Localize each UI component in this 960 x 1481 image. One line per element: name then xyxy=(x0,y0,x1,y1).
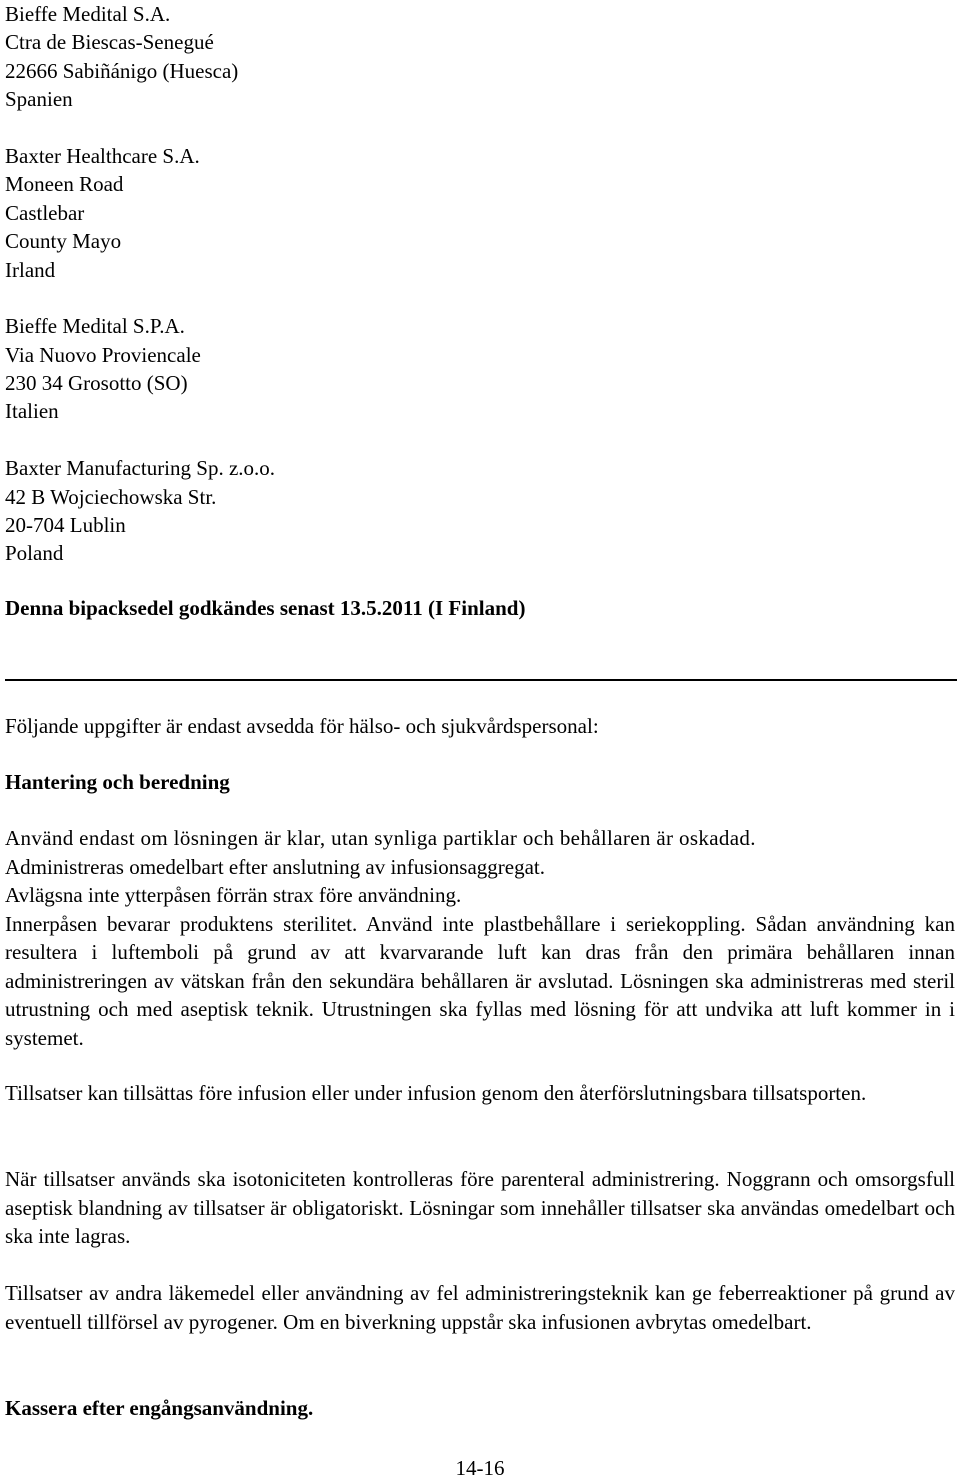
spacer xyxy=(5,114,955,142)
address-line: Castlebar xyxy=(5,200,85,225)
additives-paragraph xyxy=(5,1165,955,1251)
address-line: Ctra de Biescas-Senegué xyxy=(5,30,214,55)
address-line: 230 34 Grosotto (SO) xyxy=(5,371,188,396)
professional-note: Följande uppgifter är endast avsedda för hälso- och sjukvårdspersonal: xyxy=(5,714,599,738)
address-line: Via Nuovo Proviencale xyxy=(5,342,201,367)
address-line: Irland xyxy=(5,257,56,282)
address-line: Poland xyxy=(5,541,64,566)
spacer xyxy=(5,426,955,454)
address-line: Bieffe Medital S.P.A. xyxy=(5,314,185,339)
address-line: Moneen Road xyxy=(5,172,124,197)
address-line: Italien xyxy=(5,399,59,424)
page-number: 14-16 xyxy=(455,1456,505,1480)
additives-paragraph xyxy=(5,1079,955,1108)
discard-notice: Kassera efter engångsanvändning. xyxy=(5,1396,314,1420)
handling-line: Använd endast om lösningen är klar, utan synliga partiklar och behållaren är oskadad. xyxy=(5,826,756,850)
address-line: Bieffe Medital S.A. xyxy=(5,2,171,26)
handling-paragraph: Innerpåsen bevarar produktens sterilitet. Använd inte plastbehållare i seriekoppling. Sådan användning kan resultera i luftemboli på grund av att kvarvarande luft kan dras från den primära behållaren innan administreringen av vätskan från den sekundära behållaren är avslutad. Lösningen ska administreras med steril utrustning och med aseptisk teknik. Utrustningen ska fyllas med lösning för att undvika att luft kommer in i systemet. xyxy=(5,911,955,1050)
address-line: Spanien xyxy=(5,87,73,112)
leaflet-page xyxy=(5,0,955,1480)
handling-line: Administreras omedelbart efter anslutning av infusionsaggregat. xyxy=(5,854,546,879)
paragraph-text: När tillsatser används ska isotoniciteten kontrolleras före parenteral administrering. Noggrann och omsorgsfull aseptisk blandning av tillsatser är obligatoriskt. Lösningar som innehåller tillsatser ska användas omedelbart och ska inte lagras. xyxy=(5,1167,955,1248)
additives-paragraph xyxy=(5,1279,955,1336)
paragraph-text: Tillsatser av andra läkemedel eller användning av fel administreringsteknik kan ge feberreaktioner på grund av eventuell tillförsel av pyrogener. Om en biverkning uppstår ska infusionen avbrytas omedelbart. xyxy=(5,1281,955,1334)
address-line: Baxter Healthcare S.A. xyxy=(5,143,200,168)
paragraph-text: Tillsatser kan tillsättas före infusion eller under infusion genom den återförslutningsbara tillsatsporten. xyxy=(5,1081,867,1105)
address-line: 42 B Wojciechowska Str. xyxy=(5,484,217,509)
horizontal-rule xyxy=(5,679,957,681)
address-line: 20-704 Lublin xyxy=(5,513,126,538)
address-line: County Mayo xyxy=(5,229,122,254)
address-line: 22666 Sabiñánigo (Huesca) xyxy=(5,58,239,83)
handling-instructions xyxy=(5,824,955,1052)
spacer xyxy=(5,284,955,312)
manufacturer-addresses xyxy=(5,0,955,568)
address-line: Baxter Manufacturing Sp. z.o.o. xyxy=(5,456,276,481)
section-heading: Hantering och beredning xyxy=(5,770,230,794)
approval-date: Denna bipacksedel godkändes senast 13.5.2011 (I Finland) xyxy=(5,596,526,620)
handling-line: Avlägsna inte ytterpåsen förrän strax före användning. xyxy=(5,883,462,907)
